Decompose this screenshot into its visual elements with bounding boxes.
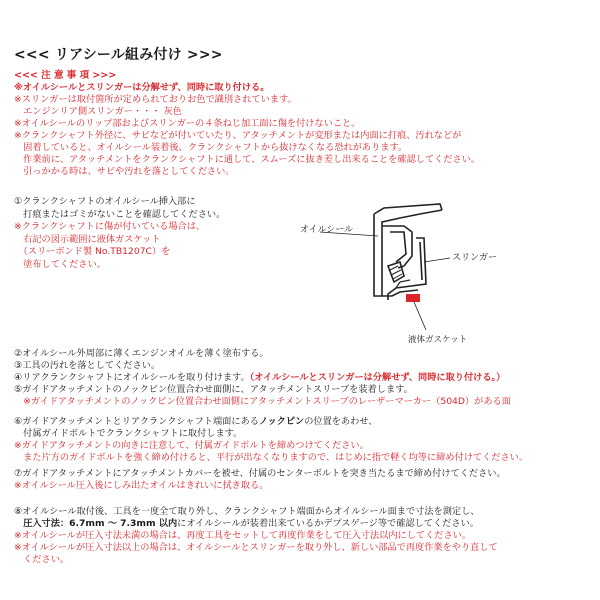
- step-line-2: [14, 360, 160, 372]
- step7-line-2-seg-1: ※オイルシール圧入後にしみ出たオイルはきれいに拭き取る。: [14, 480, 269, 491]
- step8-line-2-seg-3: にオイルシールが装着出来ているかデプスゲージ等で確認してください。: [177, 518, 479, 529]
- step6-line-4: [14, 452, 528, 464]
- oil-seal-drawing: [374, 204, 442, 300]
- step-line-2-seg-1: ③工具の汚れを落としてください。: [14, 360, 161, 371]
- step6-line-2-seg-1: 付属ガイドボルトでクランクシャフトに取付します。: [14, 428, 243, 439]
- step6-line-1-seg-2: ノックピン: [258, 416, 305, 427]
- note-line-5: ※クランクシャフト外径に、サビなどが付いていたり、アタッチメントが変形または内面に打痕、汚れなどが: [14, 130, 462, 141]
- step6-line-1: [14, 416, 377, 428]
- note-line-1: ※オイルシールとスリンガーは分解せず、同時に取り付ける。: [14, 82, 270, 93]
- label-gasket: 液体ガスケット: [408, 335, 468, 344]
- step6-line-1-seg-3: の位置をあわせ、: [304, 416, 378, 427]
- step8-line-3: [14, 530, 471, 542]
- step6-line-3: [14, 440, 369, 452]
- step-line-1-seg-1: ②オイルシール外周部に薄くエンジンオイルを薄く塗布する。: [14, 348, 269, 359]
- step8-line-5: [14, 554, 69, 566]
- note-line-8: 引っかかる時は、サビや汚れを落としてください。: [14, 166, 235, 177]
- step8-line-4: [14, 542, 498, 554]
- gasket-area-marker: [406, 294, 420, 302]
- step7-line-1-seg-1: ⑦ガイドアタッチメントにアタッチメントカバーを被せ、付属のセンターボルトを突き当たるまで締め付けてください。: [14, 468, 506, 479]
- step1-line-1: ①クランクシャフトのオイルシール挿入部に: [14, 196, 196, 207]
- step6-line-2: [14, 428, 242, 440]
- note-line-2: ※スリンガーは取付箇所が定められておりお色で識別されています。: [14, 94, 297, 105]
- step8-line-4-seg-1: ※オイルシールが圧入寸法以上の場合は、オイルシールとスリンガーを取り外し、新しい部品で再度作業をやり直して: [14, 542, 498, 553]
- note-line-6: 固着していると、オイルシール装着後、クランクシャフトから抜けなくなる恐れがあります。: [14, 142, 408, 153]
- step-line-4: [14, 384, 413, 396]
- label-slinger: スリンガー: [452, 253, 498, 263]
- step8-line-2-seg-2: 圧入寸法：6.7mm ～ 7.3mm 以内: [23, 518, 178, 529]
- step-line-3-seg-2: （オイルシールとスリンガーは分解せず、同時に取り付ける。）: [249, 372, 506, 383]
- step7-line-1: [14, 468, 506, 480]
- step6-line-1-seg-1: ⑥ガイドアタッチメントとリアクランクシャフト端面にある: [14, 416, 259, 427]
- step8-line-5-seg-1: ください。: [14, 554, 70, 565]
- step1-line-6: 塗布してください。: [14, 258, 106, 270]
- step8-line-1-seg-1: ⑧オイルシール取付後、工具を一度全て取り外し、クランクシャフト端面からオイルシール面まで寸法を測定し、: [14, 506, 480, 517]
- step1-line-4: 右記の図示範囲に液体ガスケット: [14, 233, 161, 245]
- step1-line-5: （スリーボンド製 No.TB1207C）を: [14, 246, 171, 257]
- step7-line-2: [14, 480, 268, 492]
- notes-header: <<< 注 意 事 項 >>>: [14, 70, 117, 81]
- note-line-4: ※オイルシールのリップ部およびスリンガーの４条ねじ加工面に傷を付けないこと。: [14, 118, 361, 129]
- step-line-4-seg-1: ⑤ガイドアタッチメントのノックピン位置合わせ面側に、アタッチメントスリーブを装着します。: [14, 384, 413, 395]
- note-line-7: 作業前に、アタッチメントをクランクシャフトに通して、スムーズに抜き差し出来ることを確認してください。: [14, 154, 481, 165]
- step8-line-2-seg-1: [14, 518, 23, 529]
- step-line-3: [14, 372, 505, 384]
- step-line-5: [14, 396, 511, 408]
- label-oil-seal: オイルシール: [300, 225, 354, 235]
- step6-line-3-seg-1: ※ガイドアタッチメントの向きに注意して、付属ガイドボルトを締めつけてください。: [14, 440, 369, 451]
- step6-line-4-seg-1: また片方のガイドボルトを強く締め付けると、平行が出なくなりますので、はじめに指で軽く均等に締め付けてください。: [14, 452, 529, 463]
- oil-seal-diagram: [300, 196, 510, 344]
- step1-line-3: ※クランクシャフトに傷が付いている場合は、: [14, 221, 206, 232]
- step-line-1: [14, 348, 269, 360]
- note-line-3: エンジンリア側スリンガー・・・ 灰色: [14, 106, 182, 117]
- step-line-5-seg-1: ※ガイドアタッチメントのノックピン位置合わせ面側にアタッチメントスリーブのレーザーマーカー（504D）がある面: [14, 396, 511, 407]
- step8-line-3-seg-1: ※オイルシールが圧入寸法未満の場合は、再度工具をセットして再度作業をして圧入寸法以内にしてください。: [14, 530, 472, 541]
- step1-line-2: 打痕またはゴミがないことを確認してください。: [14, 208, 226, 220]
- page-title: <<< リアシール組み付け >>>: [14, 47, 223, 63]
- step8-line-2: [14, 518, 479, 530]
- step8-line-1: [14, 506, 480, 518]
- step-line-3-seg-1: ④リアクランクシャフトにオイルシールを取り付けます。: [14, 372, 250, 383]
